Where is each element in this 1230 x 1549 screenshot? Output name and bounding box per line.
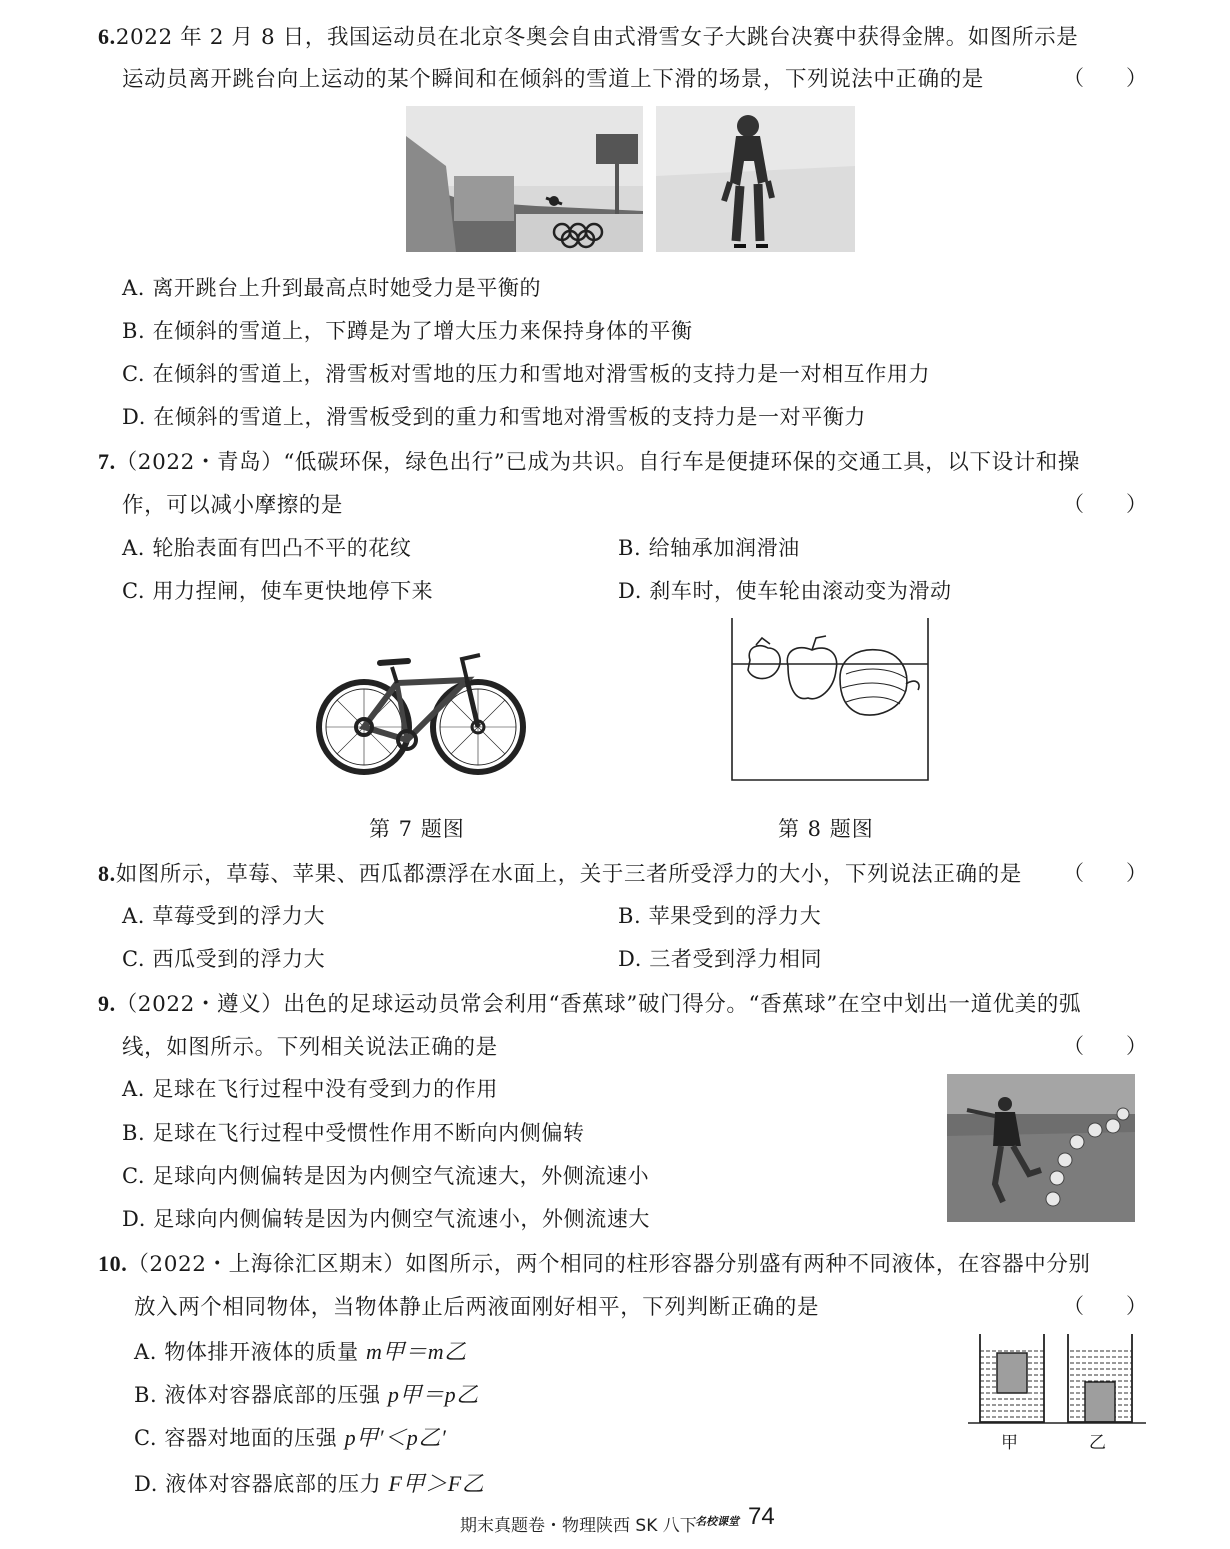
q9-line1 bbox=[98, 987, 1081, 1018]
q10-option-a bbox=[134, 1335, 467, 1366]
q8-stem-1: 如图所示，草莓、苹果、西瓜都漂浮在水面上，关于三者所受浮力的大小，下列说法正确的是 bbox=[115, 862, 1022, 887]
q9-stem-1: （2022・遵义）出色的足球运动员常会利用“香蕉球”破门得分。“香蕉球”在空中划出一道优美的弧 bbox=[115, 992, 1082, 1017]
q10-option-d bbox=[134, 1467, 484, 1498]
q10-option-a-text: A. 物体排开液体的质量 bbox=[134, 1340, 359, 1364]
q7-option-c: C. 用力捏闸，使车更快地停下来 bbox=[122, 579, 434, 603]
q9-option-b: B. 足球在飞行过程中受惯性作用不断向内侧偏转 bbox=[122, 1121, 585, 1145]
q7-option-a: A. 轮胎表面有凹凸不平的花纹 bbox=[122, 536, 412, 560]
q8-option-b: B. 苹果受到的浮力大 bbox=[618, 904, 822, 928]
q10-option-b-formula: p甲＝p乙 bbox=[387, 1382, 479, 1407]
q9-option-c: C. 足球向内侧偏转是因为内侧空气流速大，外侧流速小 bbox=[122, 1164, 650, 1188]
q7-figure-caption: 第 7 题图 bbox=[369, 817, 465, 841]
q6-line1 bbox=[98, 20, 1078, 51]
footer-title: 期末真题卷・物理陕西 SK 八下 bbox=[460, 1516, 697, 1536]
q9-option-d: D. 足球向内侧偏转是因为内侧空气流速小，外侧流速大 bbox=[122, 1207, 651, 1231]
q7-option-b: B. 给轴承加润滑油 bbox=[618, 536, 800, 560]
q9-option-a: A. 足球在飞行过程中没有受到力的作用 bbox=[122, 1077, 498, 1101]
q10-option-a-formula: m甲＝m乙 bbox=[366, 1339, 467, 1364]
q6-option-d: D. 在倾斜的雪道上，滑雪板受到的重力和雪地对滑雪板的支持力是一对平衡力 bbox=[122, 405, 867, 429]
q8-line1 bbox=[98, 857, 1022, 888]
q10-option-c-formula: p甲′＜p乙′ bbox=[344, 1425, 447, 1450]
q10-stem-1: （2022・上海徐汇区期末）如图所示，两个相同的柱形容器分别盛有两种不同液体，在容器中分别 bbox=[127, 1252, 1091, 1277]
footer-brand-logo: 名校课堂 bbox=[695, 1515, 739, 1528]
q7-line1 bbox=[98, 445, 1080, 476]
q10-stem-2: 放入两个相同物体，当物体静止后两液面刚好相平，下列判断正确的是 bbox=[134, 1295, 820, 1320]
q6-option-c: C. 在倾斜的雪道上，滑雪板对雪地的压力和雪地对滑雪板的支持力是一对相互作用力 bbox=[122, 362, 931, 386]
q9-number: 9. bbox=[98, 991, 116, 1016]
q6-option-a: A. 离开跳台上升到最高点时她受力是平衡的 bbox=[122, 276, 542, 300]
q9-stem-2: 线，如图所示。下列相关说法正确的是 bbox=[122, 1035, 498, 1060]
q9-answer-paren: （ ） bbox=[1063, 1034, 1147, 1058]
q6-stem-1: 2022 年 2 月 8 日，我国运动员在北京冬奥会自由式滑雪女子大跳台决赛中获得金牌。如图所示是 bbox=[115, 25, 1079, 50]
q7-option-d: D. 刹车时，使车轮由滚动变为滑动 bbox=[618, 579, 952, 603]
q7-stem-1: （2022・青岛）“低碳环保，绿色出行”已成为共识。自行车是便捷环保的交通工具，以下设计和操 bbox=[115, 450, 1081, 475]
q7-number: 7. bbox=[98, 449, 116, 474]
q10-line1 bbox=[98, 1247, 1091, 1278]
ski-jump-photo bbox=[406, 106, 643, 252]
q10-option-d-text: D. 液体对容器底部的压力 bbox=[134, 1472, 382, 1496]
q8-option-c: C. 西瓜受到的浮力大 bbox=[122, 947, 326, 971]
skier-slope-photo bbox=[656, 106, 855, 252]
q6-answer-paren: （ ） bbox=[1063, 66, 1147, 90]
q8-figure-caption: 第 8 题图 bbox=[778, 817, 874, 841]
banana-kick-photo bbox=[947, 1074, 1135, 1222]
q10-option-b-text: B. 液体对容器底部的压强 bbox=[134, 1383, 381, 1407]
two-containers-figure bbox=[968, 1330, 1146, 1424]
q8-option-a: A. 草莓受到的浮力大 bbox=[122, 904, 326, 928]
q8-option-d: D. 三者受到浮力相同 bbox=[618, 947, 823, 971]
q10-option-c bbox=[134, 1421, 446, 1452]
q7-answer-paren: （ ） bbox=[1063, 492, 1147, 516]
q7-stem-2: 作，可以减小摩擦的是 bbox=[122, 493, 344, 518]
container-label-jia: 甲 bbox=[1001, 1433, 1018, 1453]
q10-number: 10. bbox=[98, 1251, 128, 1276]
q10-answer-paren: （ ） bbox=[1063, 1294, 1147, 1318]
q8-answer-paren: （ ） bbox=[1063, 861, 1147, 885]
q6-stem-2: 运动员离开跳台向上运动的某个瞬间和在倾斜的雪道上下滑的场景，下列说法中正确的是 bbox=[122, 67, 984, 92]
q6-option-b: B. 在倾斜的雪道上，下蹲是为了增大压力来保持身体的平衡 bbox=[122, 319, 693, 343]
q10-option-b bbox=[134, 1378, 479, 1409]
q6-number: 6. bbox=[98, 24, 116, 49]
container-label-yi: 乙 bbox=[1089, 1433, 1106, 1453]
page-number: 74 bbox=[748, 1503, 775, 1530]
q10-option-c-text: C. 容器对地面的压强 bbox=[134, 1426, 338, 1450]
q10-option-d-formula: F甲＞F乙 bbox=[388, 1471, 485, 1496]
q8-number: 8. bbox=[98, 861, 116, 886]
floating-fruit-figure bbox=[728, 618, 934, 784]
bicycle-figure bbox=[312, 645, 530, 777]
